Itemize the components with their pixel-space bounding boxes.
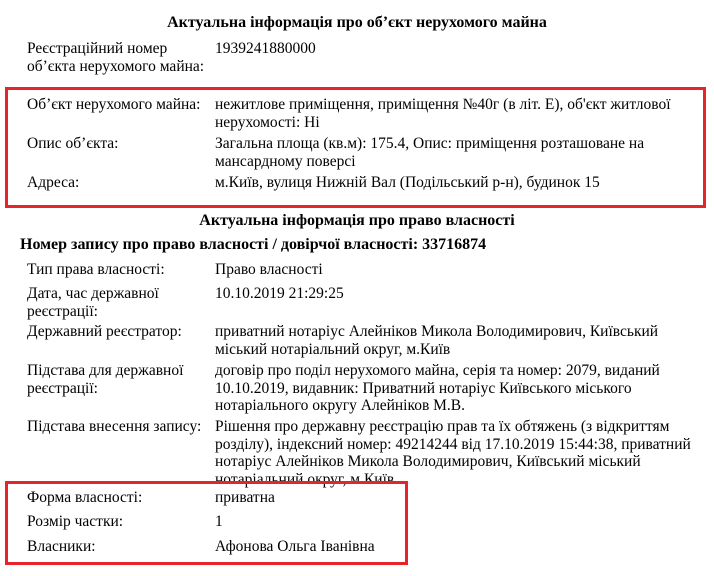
registration-number-value: 1939241880000 xyxy=(215,40,316,57)
address-label: Адреса: xyxy=(27,174,80,191)
entry-basis-label: Підстава внесення запису: xyxy=(27,418,202,435)
state-registrar-label: Державний реєстратор: xyxy=(27,323,182,340)
owners-label: Власники: xyxy=(27,538,96,555)
ownership-type-value: Право власності xyxy=(215,261,323,278)
ownership-section-heading: Актуальна інформація про право власності xyxy=(199,212,515,229)
property-section-heading: Актуальна інформація про об’єкт нерухомого майна xyxy=(167,14,547,31)
state-registrar-value: приватний нотаріус Алейніков Микола Володимирович, Київський міський нотаріальний округ, м.Київ xyxy=(215,323,659,358)
object-description-label: Опис об’єкта: xyxy=(27,135,119,152)
object-description-value: Загальна площа (кв.м): 175.4, Опис: приміщення розташоване на мансардному поверсі xyxy=(215,135,645,170)
entry-basis-value: Рішення про державну реєстрацію прав та їх обтяжень (з відкриттям розділу), індексний номер: 49214244 від 17.10.2019 15:44:38, приватний нотаріус Алейніков Микола Володимирович, Київський міський нотаріальний округ, м.Київ xyxy=(215,418,691,488)
owners-value: Афонова Ольга Іванівна xyxy=(215,538,375,555)
ownership-record-title: Номер запису про право власності / довірчої власності: 33716874 xyxy=(20,236,487,253)
share-size-label: Розмір частки: xyxy=(27,513,124,530)
address-value: м.Київ, вулиця Нижній Вал (Подільський р-н), будинок 15 xyxy=(215,174,600,191)
ownership-form-label: Форма власності: xyxy=(27,489,143,506)
registration-basis-value: договір про поділ нерухомого майна, серія та номер: 2079, виданий 10.10.2019, видавник: Приватний нотаріус Київського міського нотаріального округу Алейніков М.В. xyxy=(215,362,660,414)
registration-number-label: Реєстраційний номер об’єкта нерухомого майна: xyxy=(27,40,205,75)
property-object-label: Об’єкт нерухомого майна: xyxy=(27,96,201,113)
registration-basis-label: Підстава для державної реєстрації: xyxy=(27,362,184,397)
ownership-type-label: Тип права власності: xyxy=(27,261,165,278)
share-size-value: 1 xyxy=(215,513,223,530)
registration-datetime-value: 10.10.2019 21:29:25 xyxy=(215,285,344,302)
property-object-value: нежитлове приміщення, приміщення №40г (в літ. Е), об'єкт житлової нерухомості: Ні xyxy=(215,96,671,131)
registration-datetime-label: Дата, час державної реєстрації: xyxy=(27,285,159,320)
ownership-form-value: приватна xyxy=(215,489,275,506)
